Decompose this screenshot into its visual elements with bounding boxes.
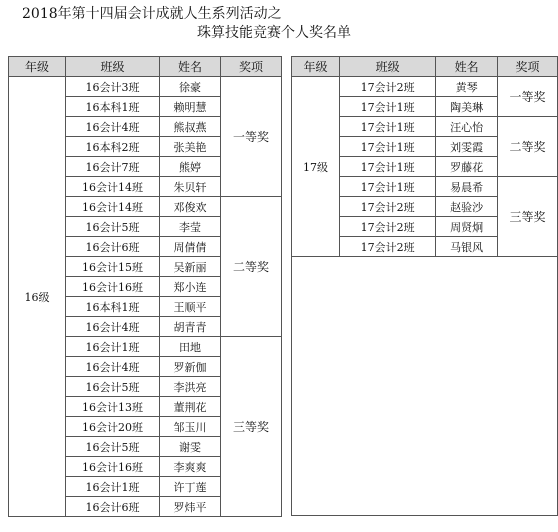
name-cell: 赖明慧 [160, 97, 221, 117]
table-row [292, 77, 558, 97]
class-cell: 16会计1班 [66, 477, 160, 497]
name-cell: 朱贝轩 [160, 177, 221, 197]
class-cell: 16会计16班 [66, 277, 160, 297]
header-grade: 年级 [9, 57, 66, 77]
header-grade: 年级 [292, 57, 340, 77]
class-cell: 17会计2班 [340, 237, 436, 257]
header-name: 姓名 [160, 57, 221, 77]
name-cell: 汪心怡 [436, 117, 498, 137]
class-cell: 16会计1班 [66, 337, 160, 357]
award-cell: 二等奖 [498, 117, 558, 177]
class-cell: 17会计1班 [340, 157, 436, 177]
name-cell: 马银风 [436, 237, 498, 257]
class-cell: 16会计5班 [66, 217, 160, 237]
award-cell: 二等奖 [221, 197, 282, 337]
name-cell: 邹玉川 [160, 417, 221, 437]
name-cell: 王顺平 [160, 297, 221, 317]
class-cell: 16会计6班 [66, 497, 160, 517]
table-header-row [292, 57, 558, 77]
award-cell: 三等奖 [221, 337, 282, 517]
class-cell: 16会计13班 [66, 397, 160, 417]
name-cell: 田地 [160, 337, 221, 357]
name-cell: 周倩倩 [160, 237, 221, 257]
header-class: 班级 [66, 57, 160, 77]
grade16-award-table [8, 56, 282, 517]
class-cell: 16本科1班 [66, 97, 160, 117]
class-cell: 17会计1班 [340, 117, 436, 137]
name-cell: 吴新丽 [160, 257, 221, 277]
name-cell: 许丁莲 [160, 477, 221, 497]
class-cell: 16会计4班 [66, 317, 160, 337]
class-cell: 17会计1班 [340, 137, 436, 157]
grade-cell: 17级 [292, 77, 340, 257]
name-cell: 赵验沙 [436, 197, 498, 217]
name-cell: 李爽爽 [160, 457, 221, 477]
name-cell: 易晨希 [436, 177, 498, 197]
class-cell: 17会计2班 [340, 77, 436, 97]
name-cell: 陶美琳 [436, 97, 498, 117]
award-cell: 一等奖 [498, 77, 558, 117]
name-cell: 罗新伽 [160, 357, 221, 377]
table-row [9, 77, 282, 97]
name-cell: 周贤炯 [436, 217, 498, 237]
table-header-row [9, 57, 282, 77]
name-cell: 罗炜平 [160, 497, 221, 517]
grade17-award-table [291, 56, 558, 516]
class-cell: 16会计4班 [66, 357, 160, 377]
document-title-line1: 2018年第十四届会计成就人生系列活动之 [22, 6, 282, 22]
name-cell: 罗藤花 [436, 157, 498, 177]
class-cell: 16会计16班 [66, 457, 160, 477]
class-cell: 16会计7班 [66, 157, 160, 177]
class-cell: 17会计1班 [340, 97, 436, 117]
name-cell: 胡青青 [160, 317, 221, 337]
class-cell: 16会计5班 [66, 377, 160, 397]
name-cell: 谢雯 [160, 437, 221, 457]
class-cell: 16本科1班 [66, 297, 160, 317]
name-cell: 李莹 [160, 217, 221, 237]
name-cell: 熊叔燕 [160, 117, 221, 137]
class-cell: 17会计2班 [340, 197, 436, 217]
name-cell: 郑小连 [160, 277, 221, 297]
class-cell: 16会计15班 [66, 257, 160, 277]
grade-cell: 16级 [9, 77, 66, 517]
name-cell: 徐豪 [160, 77, 221, 97]
name-cell: 张美艳 [160, 137, 221, 157]
name-cell: 邓俊欢 [160, 197, 221, 217]
class-cell: 16会计4班 [66, 117, 160, 137]
class-cell: 16会计14班 [66, 177, 160, 197]
class-cell: 16会计14班 [66, 197, 160, 217]
name-cell: 熊婷 [160, 157, 221, 177]
class-cell: 16会计3班 [66, 77, 160, 97]
name-cell: 董荆花 [160, 397, 221, 417]
name-cell: 黄琴 [436, 77, 498, 97]
class-cell: 17会计2班 [340, 217, 436, 237]
document-title-line2: 珠算技能竞赛个人奖名单 [197, 25, 351, 41]
empty-cell [292, 257, 558, 516]
header-award: 奖项 [221, 57, 282, 77]
award-cell: 三等奖 [498, 177, 558, 257]
empty-row [292, 257, 558, 516]
name-cell: 李洪亮 [160, 377, 221, 397]
class-cell: 16会计5班 [66, 437, 160, 457]
class-cell: 16本科2班 [66, 137, 160, 157]
header-award: 奖项 [498, 57, 558, 77]
class-cell: 16会计20班 [66, 417, 160, 437]
class-cell: 16会计6班 [66, 237, 160, 257]
name-cell: 刘雯霞 [436, 137, 498, 157]
class-cell: 17会计1班 [340, 177, 436, 197]
header-class: 班级 [340, 57, 436, 77]
award-cell: 一等奖 [221, 77, 282, 197]
header-name: 姓名 [436, 57, 498, 77]
